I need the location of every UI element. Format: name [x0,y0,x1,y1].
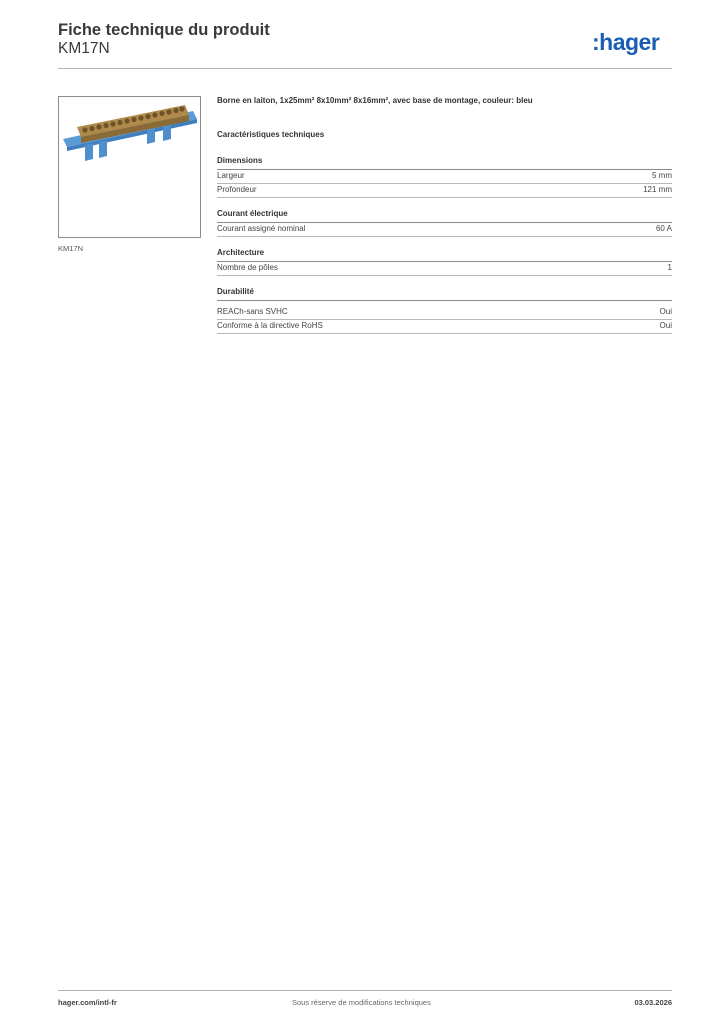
spec-value: 5 mm [652,171,672,180]
spec-row [217,262,672,276]
spec-label: Profondeur [217,185,257,194]
header-divider [58,68,672,69]
spec-value: Oui [659,321,672,330]
spec-value: 121 mm [643,185,672,194]
specs-title: Caractéristiques techniques [217,130,325,139]
spec-value: 1 [667,263,672,272]
product-description: Borne en laiton, 1x25mm² 8x10mm² 8x16mm², avec base de montage, couleur: bleu [217,96,533,105]
footer-date: 03.03.2026 [634,998,672,1007]
spec-label: Courant assigné nominal [217,224,306,233]
section-durabilite: Durabilité [217,287,672,301]
hager-logo [592,30,674,56]
product-image-frame [58,96,201,238]
spec-label: REACh-sans SVHC [217,307,288,316]
spec-label: Largeur [217,171,245,180]
page-title: Fiche technique du produit [58,21,270,39]
image-caption: KM17N [58,244,84,253]
footer-divider [58,990,672,991]
section-courant: Courant électrique [217,209,672,223]
section-dimensions: Dimensions [217,156,672,170]
spec-value: Oui [659,307,672,316]
footer-website-link[interactable]: hager.com/intl-fr [58,998,117,1007]
product-reference: KM17N [58,40,110,57]
spec-row [217,184,672,198]
spec-row [217,170,672,184]
spec-row [217,320,672,334]
section-architecture: Architecture [217,248,672,262]
spec-row [217,223,672,237]
spec-row [217,306,672,320]
spec-label: Conforme à la directive RoHS [217,321,323,330]
spec-value: 60 A [655,224,672,233]
svg-text::hager: :hager [592,30,660,55]
spec-label: Nombre de pôles [217,263,278,272]
product-image [59,97,202,239]
footer-notice: Sous réserve de modifications techniques [292,998,431,1007]
